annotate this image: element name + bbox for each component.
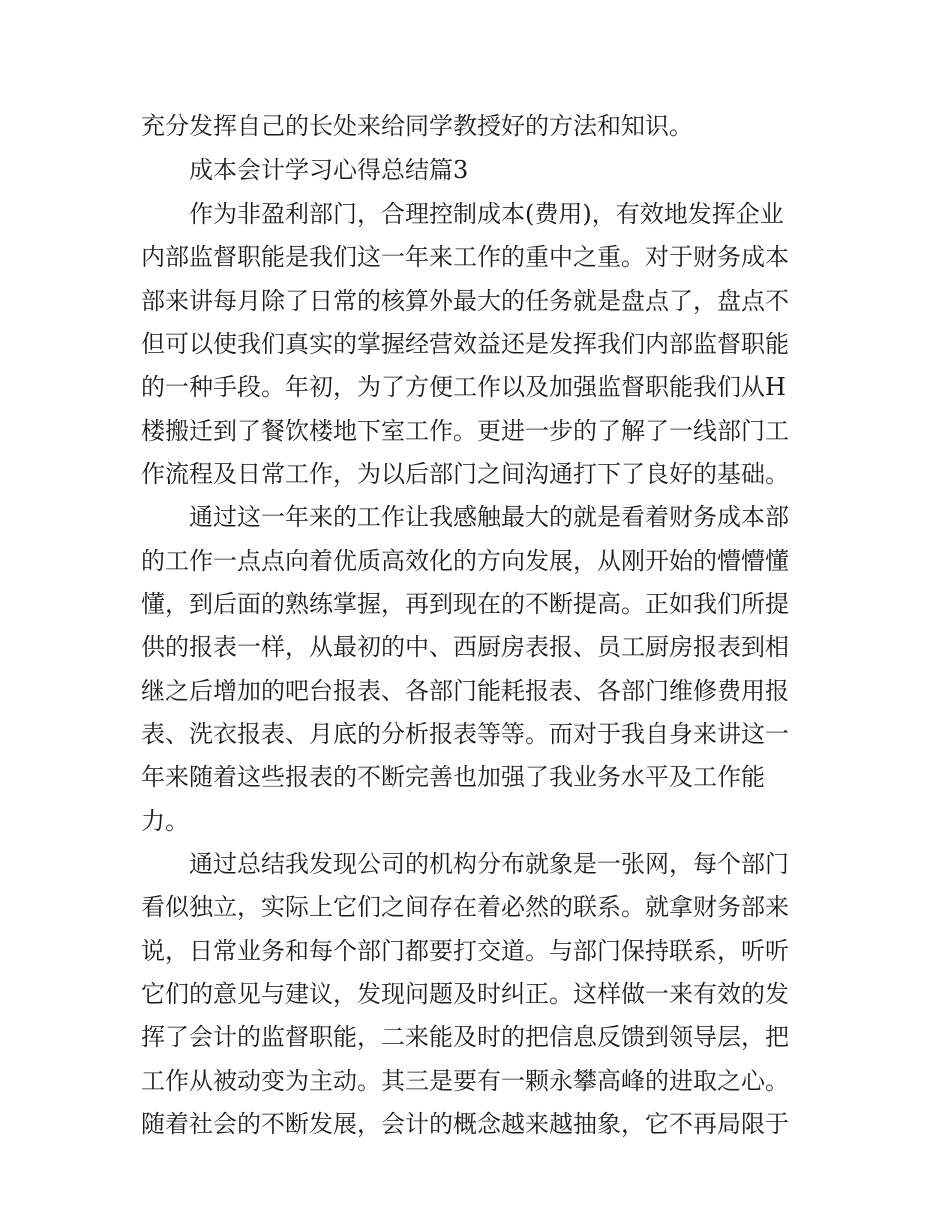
section-heading: 成本会计学习心得总结篇3 (189, 156, 469, 184)
paragraph-line: 内部监督职能是我们这一年来工作的重中之重。对于财务成本 (141, 243, 789, 271)
paragraph-line: 但可以使我们真实的掌握经营效益还是发挥我们内部监督职能 (141, 330, 789, 358)
paragraph-line: 作流程及日常工作，为以后部门之间沟通打下了良好的基础。 (141, 460, 789, 488)
paragraph-line: 懂，到后面的熟练掌握，再到现在的不断提高。正如我们所提 (141, 590, 789, 618)
paragraph-line: 力。 (141, 807, 189, 835)
paragraph-line: 挥了会计的监督职能，二来能及时的把信息反馈到领导层，把 (141, 1023, 789, 1051)
paragraph-line: 供的报表一样，从最初的中、西厨房表报、员工厨房报表到相 (141, 633, 789, 661)
paragraph-line: 年来随着这些报表的不断完善也加强了我业务水平及工作能 (141, 763, 765, 791)
paragraph-line: 的一种手段。年初，为了方便工作以及加强监督职能我们从H (141, 373, 786, 401)
paragraph-line: 说，日常业务和每个部门都要打交道。与部门保持联系，听听 (141, 937, 789, 965)
paragraph-line: 继之后增加的吧台报表、各部门能耗报表、各部门维修费用报 (141, 677, 789, 705)
paragraph-line: 作为非盈利部门，合理控制成本(费用)，有效地发挥企业 (189, 200, 784, 228)
paragraph-line: 看似独立，实际上它们之间存在着必然的联系。就拿财务部来 (141, 893, 789, 921)
paragraph-line: 充分发挥自己的长处来给同学教授好的方法和知识。 (141, 112, 693, 140)
paragraph-line: 随着社会的不断发展，会计的概念越来越抽象，它不再局限于 (141, 1110, 789, 1138)
paragraph-line: 表、洗衣报表、月底的分析报表等等。而对于我自身来讲这一 (141, 720, 789, 748)
paragraph-line: 工作从被动变为主动。其三是要有一颗永攀高峰的进取之心。 (141, 1067, 789, 1095)
paragraph-line: 它们的意见与建议，发现问题及时纠正。这样做一来有效的发 (141, 980, 789, 1008)
paragraph-line: 部来讲每月除了日常的核算外最大的任务就是盘点了，盘点不 (141, 287, 789, 315)
paragraph-line: 的工作一点点向着优质高效化的方向发展，从刚开始的懵懵懂 (141, 547, 789, 575)
paragraph-line: 通过总结我发现公司的机构分布就象是一张网，每个部门 (189, 850, 789, 878)
paragraph-line: 通过这一年来的工作让我感触最大的就是看着财务成本部 (189, 503, 789, 531)
paragraph-line: 楼搬迁到了餐饮楼地下室工作。更进一步的了解了一线部门工 (141, 417, 789, 445)
